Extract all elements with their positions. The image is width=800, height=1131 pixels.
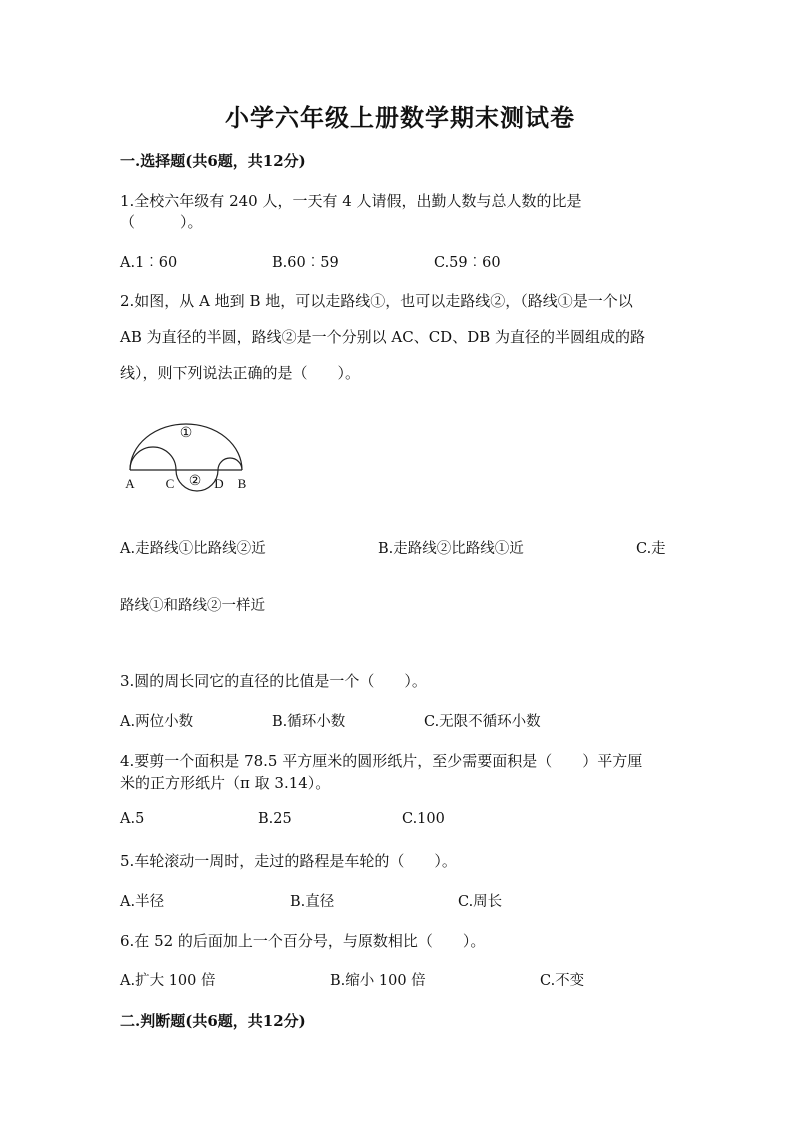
question-3-option-c: C.无限不循环小数 — [424, 714, 541, 730]
question-6-option-a: A.扩大 100 倍 — [120, 973, 216, 989]
route-2-arc-db — [218, 458, 242, 470]
question-4-option-b: B.25 — [258, 811, 292, 827]
route-1-label: ① — [179, 426, 193, 441]
point-a-label: A — [125, 476, 135, 491]
question-5-option-b: B.直径 — [290, 894, 335, 910]
route-2-label: ② — [188, 474, 202, 489]
question-5-text: 5.车轮滚动一周时，走过的路程是车轮的（ ）。 — [120, 852, 457, 870]
question-6-text: 6.在 52 的后面加上一个百分号，与原数相比（ ）。 — [120, 932, 486, 950]
question-2-option-b: B.走路线②比路线①近 — [378, 541, 524, 557]
question-1-option-b: B.60︰59 — [272, 255, 339, 271]
question-1-option-c: C.59︰60 — [434, 255, 501, 271]
question-3-option-a: A.两位小数 — [120, 714, 194, 730]
section-heading-choice: 一.选择题(共6题，共12分) — [120, 152, 306, 170]
question-2-option-a: A.走路线①比路线②近 — [120, 541, 266, 557]
page-title: 小学六年级上册数学期末测试卷 — [225, 103, 575, 132]
route-2-arc-ac — [130, 447, 176, 470]
question-1-text: 1.全校六年级有 240 人，一天有 4 人请假，出勤人数与总人数的比是 — [120, 192, 582, 210]
question-4-option-a: A.5 — [120, 811, 145, 827]
question-2-option-c-continued: 路线①和路线②一样近 — [120, 598, 265, 614]
question-4-text-line1: 4.要剪一个面积是 78.5 平方厘米的圆形纸片，至少需要面积是（ ）平方厘 — [120, 752, 643, 770]
question-3-option-b: B.循环小数 — [272, 714, 346, 730]
question-1-option-a: A.1︰60 — [120, 255, 178, 271]
point-c-label: C — [165, 476, 175, 491]
section-heading-judgment: 二.判断题(共6题，共12分) — [120, 1012, 306, 1030]
question-4-option-c: C.100 — [402, 811, 445, 827]
point-b-label: B — [237, 476, 247, 491]
question-2-text-line1: 2.如图，从 A 地到 B 地，可以走路线①，也可以走路线②，（路线①是一个以 — [120, 292, 633, 310]
question-6-option-c: C.不变 — [540, 973, 585, 989]
question-2-option-c: C.走 — [636, 541, 666, 557]
question-5-option-c: C.周长 — [458, 894, 503, 910]
question-1-blank: （ ）。 — [120, 213, 203, 231]
question-5-option-a: A.半径 — [120, 894, 165, 910]
question-4-text-line2: 米的正方形纸片（π 取 3.14）。 — [120, 774, 331, 792]
question-3-text: 3.圆的周长同它的直径的比值是一个（ ）。 — [120, 672, 427, 690]
question-6-option-b: B.缩小 100 倍 — [330, 973, 426, 989]
question-2-text-line3: 线），则下列说法正确的是（ ）。 — [120, 364, 361, 382]
route-diagram — [118, 412, 258, 494]
point-d-label: D — [214, 476, 224, 491]
question-2-text-line2: AB 为直径的半圆，路线②是一个分别以 AC、CD、DB 为直径的半圆组成的路 — [120, 328, 646, 346]
